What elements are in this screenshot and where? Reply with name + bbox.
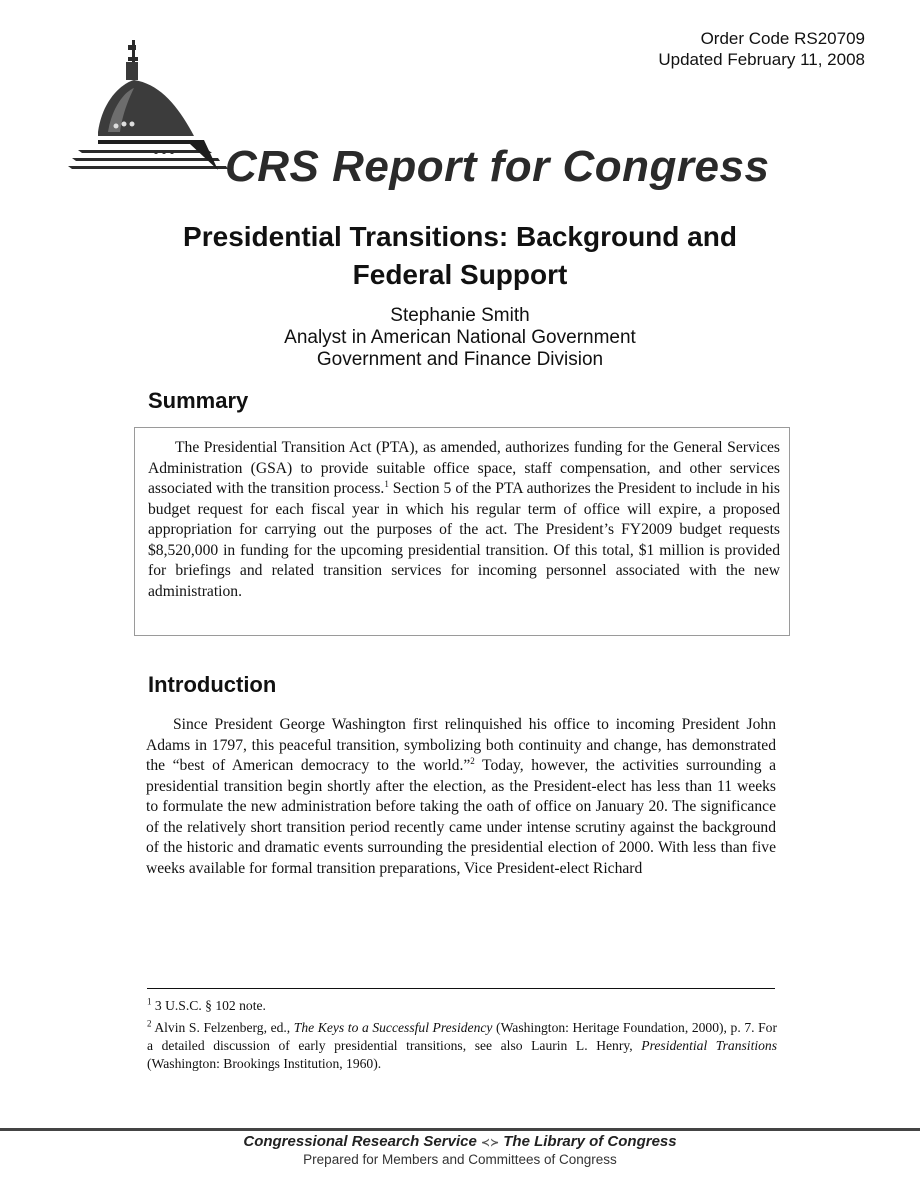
footnote-2 bbox=[147, 1019, 777, 1073]
footnote-2-book-title-2: Presidential Transitions bbox=[641, 1038, 778, 1053]
footnote-2-text-c: (Washington: Brookings Institution, 1960). bbox=[147, 1056, 382, 1071]
footnote-2-text-b: (Washington: Heritage Foundation, 2000), p. 7. For a detailed discussion of early presidential transitions, see also Laurin L. Henry, bbox=[147, 1020, 777, 1053]
footer-library: The Library of Congress bbox=[503, 1133, 677, 1150]
footer-publisher-line bbox=[0, 1133, 920, 1150]
footnote-1 bbox=[147, 997, 777, 1015]
masthead-title: CRS Report for Congress bbox=[225, 142, 770, 191]
intro-text-part-2: Today, however, the activities surrounding a presidential transition begin shortly after the election, as the President-elect has less than 11 weeks to formulate the new administration before taking the oath of office on January 20. The significance of the relatively short transition period recently came under intense scrutiny against the background of the historic and dramatic events surrounding the presidential election of 2000. With less than five weeks available for formal transition preparations, Vice President-elect Richard bbox=[146, 757, 776, 877]
introduction-body bbox=[146, 715, 776, 879]
author-name: Stephanie Smith bbox=[390, 305, 530, 326]
summary-box bbox=[134, 427, 790, 636]
footer bbox=[0, 1133, 920, 1167]
footnote-1-marker: 1 bbox=[147, 996, 152, 1007]
order-code: Order Code RS20709 bbox=[700, 29, 865, 48]
footnote-1-text: 3 U.S.C. § 102 note. bbox=[151, 998, 266, 1013]
summary-paragraph bbox=[148, 438, 780, 602]
report-title bbox=[90, 218, 830, 294]
footer-divider bbox=[0, 1128, 920, 1131]
author-division: Government and Finance Division bbox=[316, 349, 604, 370]
summary-heading: Summary bbox=[148, 388, 249, 413]
footer-prepared-line: Prepared for Members and Committees of Congress bbox=[303, 1152, 617, 1167]
summary-text-part-1: The Presidential Transition Act (PTA), as amended, authorizes funding for the General Services Administration (GSA) to provide suitable office space, staff compensation, and other services associated with the transition process. bbox=[148, 439, 780, 497]
footnote-2-marker: 2 bbox=[147, 1018, 152, 1029]
author-block bbox=[110, 305, 810, 371]
updated-date: Updated February 11, 2008 bbox=[658, 50, 865, 69]
summary-text-part-2: Section 5 of the PTA authorizes the President to include in his budget request for each fiscal year in which his regular term of office will expire, a proposed appropriation for carrying out the purposes of the act. The President’s FY2009 budget requests $8,520,000 in funding for the upcoming presidential transition. Of this total, $1 million is provided for briefings and related transition services for incoming personnel associated with the new administration. bbox=[148, 480, 781, 600]
report-title-line-2: Federal Support bbox=[352, 259, 568, 290]
footnotes bbox=[147, 997, 777, 1077]
footnote-2-book-title-1: The Keys to a Successful Presidency bbox=[293, 1020, 493, 1035]
introduction-heading: Introduction bbox=[148, 672, 277, 697]
footer-separator-icon: ≺≻ bbox=[480, 1137, 500, 1149]
capitol-dome-logo bbox=[68, 40, 228, 190]
report-title-line-1: Presidential Transitions: Background and bbox=[183, 221, 737, 252]
footnote-2-text-a: Alvin S. Felzenberg, ed., bbox=[151, 1020, 294, 1035]
introduction-paragraph bbox=[146, 715, 776, 879]
footnote-ref-2: 2 bbox=[470, 755, 475, 766]
author-position: Analyst in American National Government bbox=[284, 327, 636, 348]
intro-text-part-1: Since President George Washington first relinquished his office to incoming President John Adams in 1797, this peaceful transition, symbolizing both continuity and change, has demonstrated the “best of American democracy to the world.” bbox=[146, 716, 776, 774]
footnote-divider bbox=[147, 988, 775, 989]
footer-service: Congressional Research Service bbox=[243, 1133, 477, 1150]
order-code-block bbox=[658, 28, 865, 70]
footnote-ref-1: 1 bbox=[384, 478, 389, 489]
